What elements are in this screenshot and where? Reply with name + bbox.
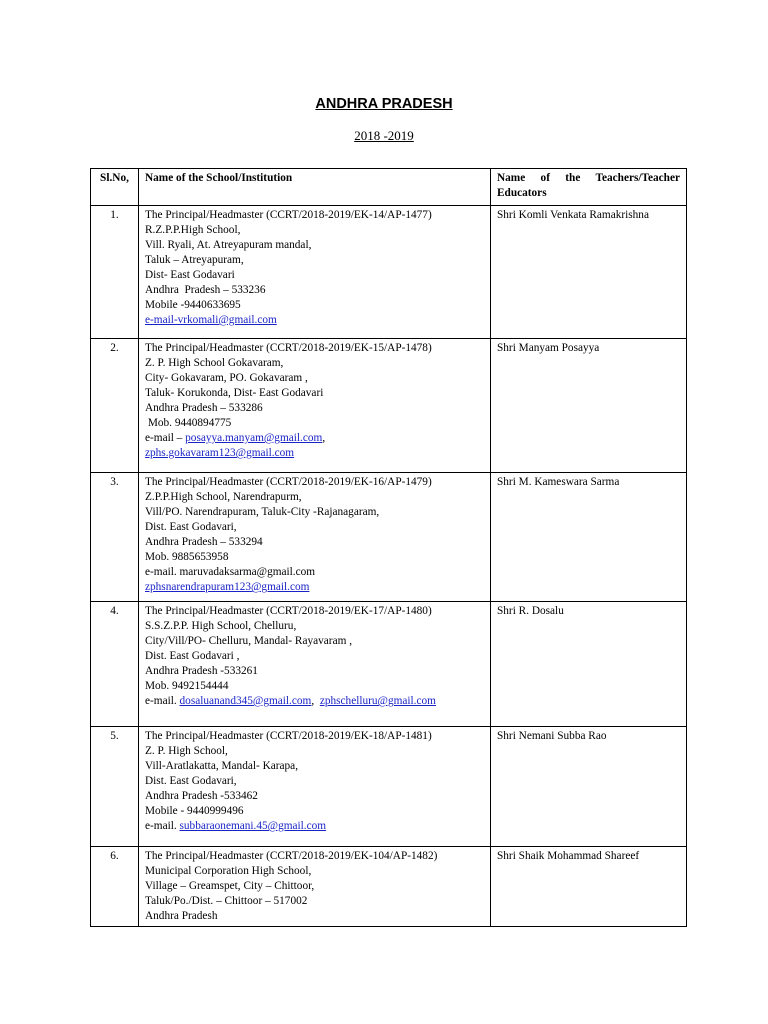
school-line: Vill-Aratlakatta, Mandal- Karapa, xyxy=(145,760,299,772)
school-line: City/Vill/PO- Chelluru, Mandal- Rayavaram , xyxy=(145,635,353,647)
school-line: Dist- East Godavari xyxy=(145,269,235,281)
row-slno: 4. xyxy=(91,602,139,727)
school-line: e-mail. maruvadaksarma@gmail.com xyxy=(145,566,316,578)
row-school xyxy=(139,473,491,602)
school-line: Vill. Ryali, At. Atreyapuram mandal, xyxy=(145,239,312,251)
school-line: Taluk/Po./Dist. – Chittoor – 517002 xyxy=(145,895,308,907)
table-row xyxy=(91,339,687,473)
table-header-row xyxy=(91,169,687,206)
column-header-teachers: Name of the Teachers/Teacher Educators xyxy=(491,169,687,206)
school-line: The Principal/Headmaster (CCRT/2018-2019/EK-18/AP-1481) xyxy=(145,730,432,742)
email-link[interactable]: dosaluanand345@gmail.com xyxy=(179,695,312,707)
row-school xyxy=(139,847,491,927)
email-link[interactable]: zphsnarendrapuram123@gmail.com xyxy=(145,581,310,593)
row-teacher: Shri M. Kameswara Sarma xyxy=(491,473,687,602)
school-line: Taluk – Atreyapuram, xyxy=(145,254,244,266)
school-line: Dist. East Godavari , xyxy=(145,650,240,662)
records-table xyxy=(90,168,687,927)
school-line: Z. P. High School Gokavaram, xyxy=(145,357,284,369)
school-line: The Principal/Headmaster (CCRT/2018-2019/EK-14/AP-1477) xyxy=(145,209,432,221)
school-line: Mob. 9440894775 xyxy=(145,417,232,429)
table-row xyxy=(91,206,687,339)
school-line: Village – Greamspet, City – Chittoor, xyxy=(145,880,315,892)
email-separator: , xyxy=(322,432,326,444)
school-line: Dist. East Godavari, xyxy=(145,775,237,787)
school-line: Taluk- Korukonda, Dist- East Godavari xyxy=(145,387,324,399)
row-school xyxy=(139,602,491,727)
school-line: Andhra Pradesh – 533236 xyxy=(145,284,266,296)
row-teacher: Shri Manyam Posayya xyxy=(491,339,687,473)
email-link[interactable]: zphschelluru@gmail.com xyxy=(319,695,436,707)
school-line: The Principal/Headmaster (CCRT/2018-2019/EK-15/AP-1478) xyxy=(145,342,432,354)
table-row xyxy=(91,847,687,927)
school-line: Andhra Pradesh – 533286 xyxy=(145,402,263,414)
row-slno: 5. xyxy=(91,727,139,847)
school-line: Dist. East Godavari, xyxy=(145,521,237,533)
school-line: City- Gokavaram, PO. Gokavaram , xyxy=(145,372,308,384)
email-link[interactable]: posayya.manyam@gmail.com xyxy=(185,432,323,444)
school-line: Andhra Pradesh -533261 xyxy=(145,665,258,677)
row-teacher: Shri Nemani Subba Rao xyxy=(491,727,687,847)
row-slno: 2. xyxy=(91,339,139,473)
school-line: Andhra Pradesh xyxy=(145,910,218,922)
email-link[interactable]: zphs.gokavaram123@gmail.com xyxy=(145,447,295,459)
row-slno: 6. xyxy=(91,847,139,927)
school-line: Municipal Corporation High School, xyxy=(145,865,312,877)
row-slno: 1. xyxy=(91,206,139,339)
row-school xyxy=(139,339,491,473)
school-line: S.S.Z.P.P. High School, Chelluru, xyxy=(145,620,297,632)
page-title: ANDHRA PRADESH xyxy=(315,96,453,112)
row-slno: 3. xyxy=(91,473,139,602)
row-school xyxy=(139,206,491,339)
school-line: Mob. 9885653958 xyxy=(145,551,229,563)
school-line: Vill/PO. Narendrapuram, Taluk-City -Rajanagaram, xyxy=(145,506,380,518)
table-row xyxy=(91,727,687,847)
email-prefix: e-mail. xyxy=(145,695,180,707)
column-header-slno: Sl.No, xyxy=(91,169,139,206)
school-line: Andhra Pradesh -533462 xyxy=(145,790,258,802)
email-link[interactable]: subbaraonemani.45@gmail.com xyxy=(179,820,327,832)
email-link[interactable]: e-mail-vrkomali@gmail.com xyxy=(145,314,277,326)
row-school xyxy=(139,727,491,847)
table-row xyxy=(91,473,687,602)
school-line: R.Z.P.P.High School, xyxy=(145,224,241,236)
row-teacher: Shri R. Dosalu xyxy=(491,602,687,727)
email-prefix: e-mail. xyxy=(145,820,180,832)
email-separator: , xyxy=(311,695,320,707)
school-line: The Principal/Headmaster (CCRT/2018-2019/EK-17/AP-1480) xyxy=(145,605,432,617)
school-line: Mob. 9492154444 xyxy=(145,680,229,692)
table-row xyxy=(91,602,687,727)
school-line: Mobile - 9440999496 xyxy=(145,805,244,817)
school-line: The Principal/Headmaster (CCRT/2018-2019/EK-104/AP-1482) xyxy=(145,850,438,862)
school-line: Z. P. High School, xyxy=(145,745,228,757)
email-prefix: e-mail – xyxy=(145,432,186,444)
school-line: Mobile -9440633695 xyxy=(145,299,241,311)
school-line: The Principal/Headmaster (CCRT/2018-2019/EK-16/AP-1479) xyxy=(145,476,432,488)
page-year: 2018 -2019 xyxy=(354,128,414,143)
column-header-school: Name of the School/Institution xyxy=(139,169,491,206)
row-teacher: Shri Shaik Mohammad Shareef xyxy=(491,847,687,927)
school-line: Andhra Pradesh – 533294 xyxy=(145,536,263,548)
row-teacher: Shri Komli Venkata Ramakrishna xyxy=(491,206,687,339)
school-line: Z.P.P.High School, Narendrapurm, xyxy=(145,491,302,503)
